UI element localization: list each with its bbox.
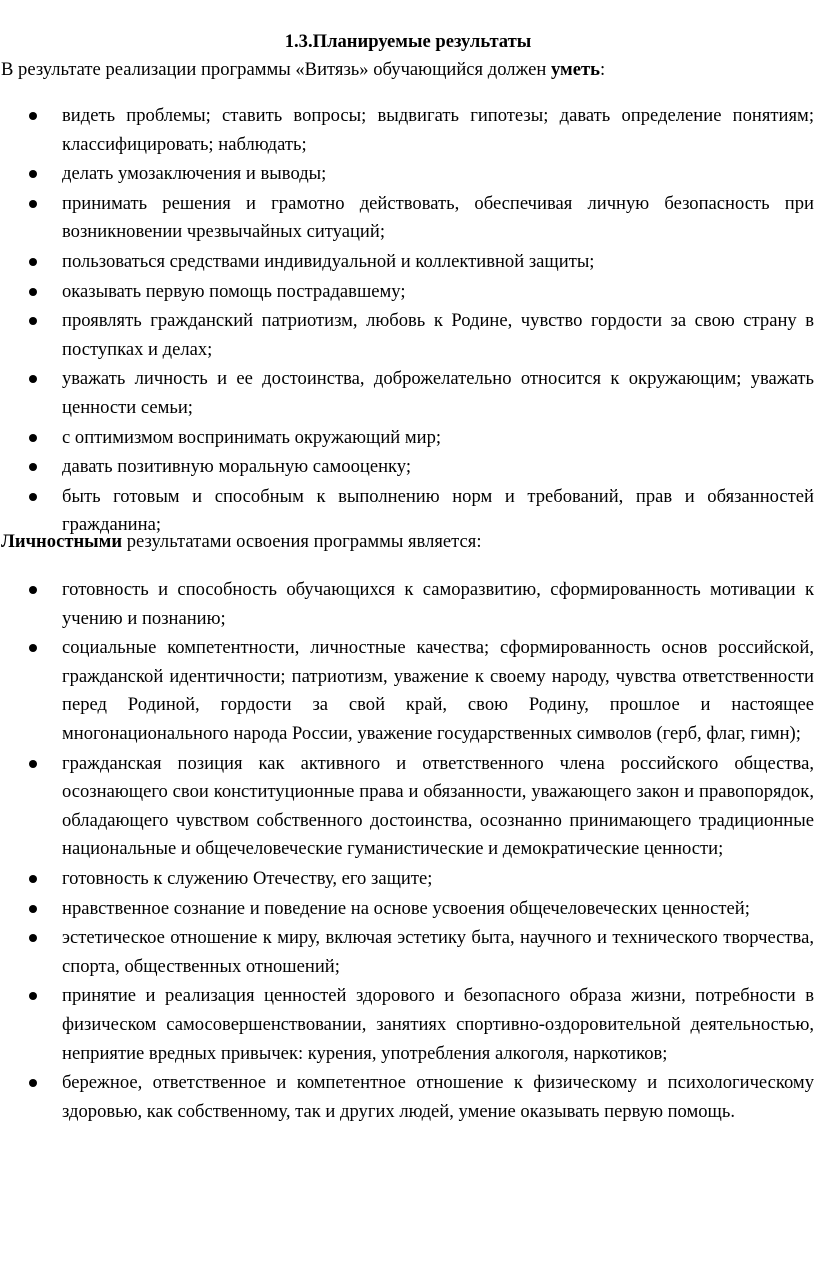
skills-intro-tail: : bbox=[599, 59, 606, 80]
list-item-text: оказывать первую помощь пострадавшему; bbox=[62, 280, 406, 302]
list-item bbox=[0, 865, 816, 894]
skills-intro-bold: уметь bbox=[551, 59, 600, 80]
bullet-icon bbox=[27, 750, 39, 778]
personal-results-intro bbox=[1, 528, 811, 557]
bullet-icon bbox=[27, 865, 39, 893]
bullet-icon bbox=[27, 307, 39, 335]
list-item bbox=[0, 750, 816, 864]
bullet-icon bbox=[27, 190, 39, 218]
list-item bbox=[0, 160, 816, 189]
list-item-text: готовность к служению Отечеству, его защите; bbox=[62, 867, 433, 889]
bullet-icon bbox=[27, 483, 39, 511]
list-item bbox=[0, 634, 816, 748]
list-item-text: давать позитивную моральную самооценку; bbox=[62, 456, 412, 478]
list-item-text: пользоваться средствами индивидуальной и коллективной защиты; bbox=[62, 250, 595, 272]
list-item-text: нравственное сознание и поведение на основе усвоения общечеловеческих ценностей; bbox=[62, 897, 750, 919]
bullet-icon bbox=[27, 160, 39, 188]
list-item bbox=[0, 365, 816, 422]
list-item-text: бережное, ответственное и компетентное отношение к физическому и психологическому здоровью, как собственному, так и других людей, умение оказывать первую помощь. bbox=[62, 1072, 814, 1122]
list-item-text: с оптимизмом воспринимать окружающий мир; bbox=[62, 426, 442, 448]
bullet-icon bbox=[27, 278, 39, 306]
list-item bbox=[0, 102, 816, 159]
bullet-icon bbox=[27, 576, 39, 604]
bullet-icon bbox=[27, 248, 39, 276]
personal-results-intro-bold: Личностными bbox=[1, 531, 123, 552]
bullet-icon bbox=[27, 895, 39, 923]
list-item bbox=[0, 424, 816, 453]
bullet-icon bbox=[27, 634, 39, 662]
list-item bbox=[0, 278, 816, 307]
list-item bbox=[0, 453, 816, 482]
list-item-text: принятие и реализация ценностей здорового и безопасного образа жизни, потребности в физическом самосовершенствовании, занятиях спортивно-оздоровительной деятельностью, неприятие вредных привычек: курения, употребления алкоголя, наркотиков; bbox=[62, 985, 814, 1064]
bullet-icon bbox=[27, 924, 39, 952]
list-item bbox=[0, 895, 816, 924]
list-item bbox=[0, 576, 816, 633]
list-item-text: гражданская позиция как активного и ответственного члена российского общества, осознающего свои конституционные права и обязанности, уважающего закон и правопорядок, обладающего чувством собственного достоинства, осознанно принимающего традиционные национальные и общечеловеческие гуманистические и демократические ценности; bbox=[62, 752, 814, 860]
list-item-text: видеть проблемы; ставить вопросы; выдвигать гипотезы; давать определение понятиям; классифицировать; наблюдать; bbox=[62, 105, 814, 155]
list-item-text: социальные компетентности, личностные качества; сформированность основ российской, гражданской идентичности; патриотизм, уважение к своему народу, чувства ответственности перед Родиной, гордости за свой край, свою Родину, прошлое и настоящее многонационального народа России, уважение государственных символов (герб, флаг, гимн); bbox=[62, 637, 814, 744]
skills-intro-text: В результате реализации программы «Витязь» обучающийся должен bbox=[1, 59, 551, 80]
bullet-icon bbox=[27, 102, 39, 130]
bullet-icon bbox=[27, 365, 39, 393]
list-item-text: эстетическое отношение к миру, включая эстетику быта, научного и технического творчества, спорта, общественных отношений; bbox=[62, 927, 814, 977]
bullet-icon bbox=[27, 424, 39, 452]
list-item bbox=[0, 924, 816, 981]
bullet-icon bbox=[27, 453, 39, 481]
bullet-icon bbox=[27, 1069, 39, 1097]
bullet-icon bbox=[27, 982, 39, 1010]
list-item bbox=[0, 190, 816, 247]
list-item-text: готовность и способность обучающихся к саморазвитию, сформированность мотивации к учению и познанию; bbox=[62, 579, 814, 629]
list-item bbox=[0, 248, 816, 277]
list-item-text: делать умозаключения и выводы; bbox=[62, 163, 327, 185]
list-item-text: принимать решения и грамотно действовать, обеспечивая личную безопасность при возникновении чрезвычайных ситуаций; bbox=[62, 192, 814, 243]
skills-intro bbox=[1, 56, 811, 85]
list-item-text: уважать личность и ее достоинства, доброжелательно относится к окружающим; уважать ценности семьи; bbox=[62, 368, 814, 418]
personal-results-list bbox=[0, 576, 816, 1127]
personal-results-intro-text: результатами освоения программы является: bbox=[122, 531, 482, 552]
section-title: 1.3.Планируемые результаты bbox=[284, 31, 532, 52]
list-item bbox=[0, 1069, 816, 1126]
list-item-text: быть готовым и способным к выполнению норм и требований, прав и обязанностей гражданина; bbox=[62, 485, 814, 536]
list-item bbox=[0, 982, 816, 1068]
list-item bbox=[0, 307, 816, 364]
list-item-text: проявлять гражданский патриотизм, любовь к Родине, чувство гордости за свою страну в поступках и делах; bbox=[62, 310, 814, 360]
skills-list bbox=[0, 102, 816, 541]
